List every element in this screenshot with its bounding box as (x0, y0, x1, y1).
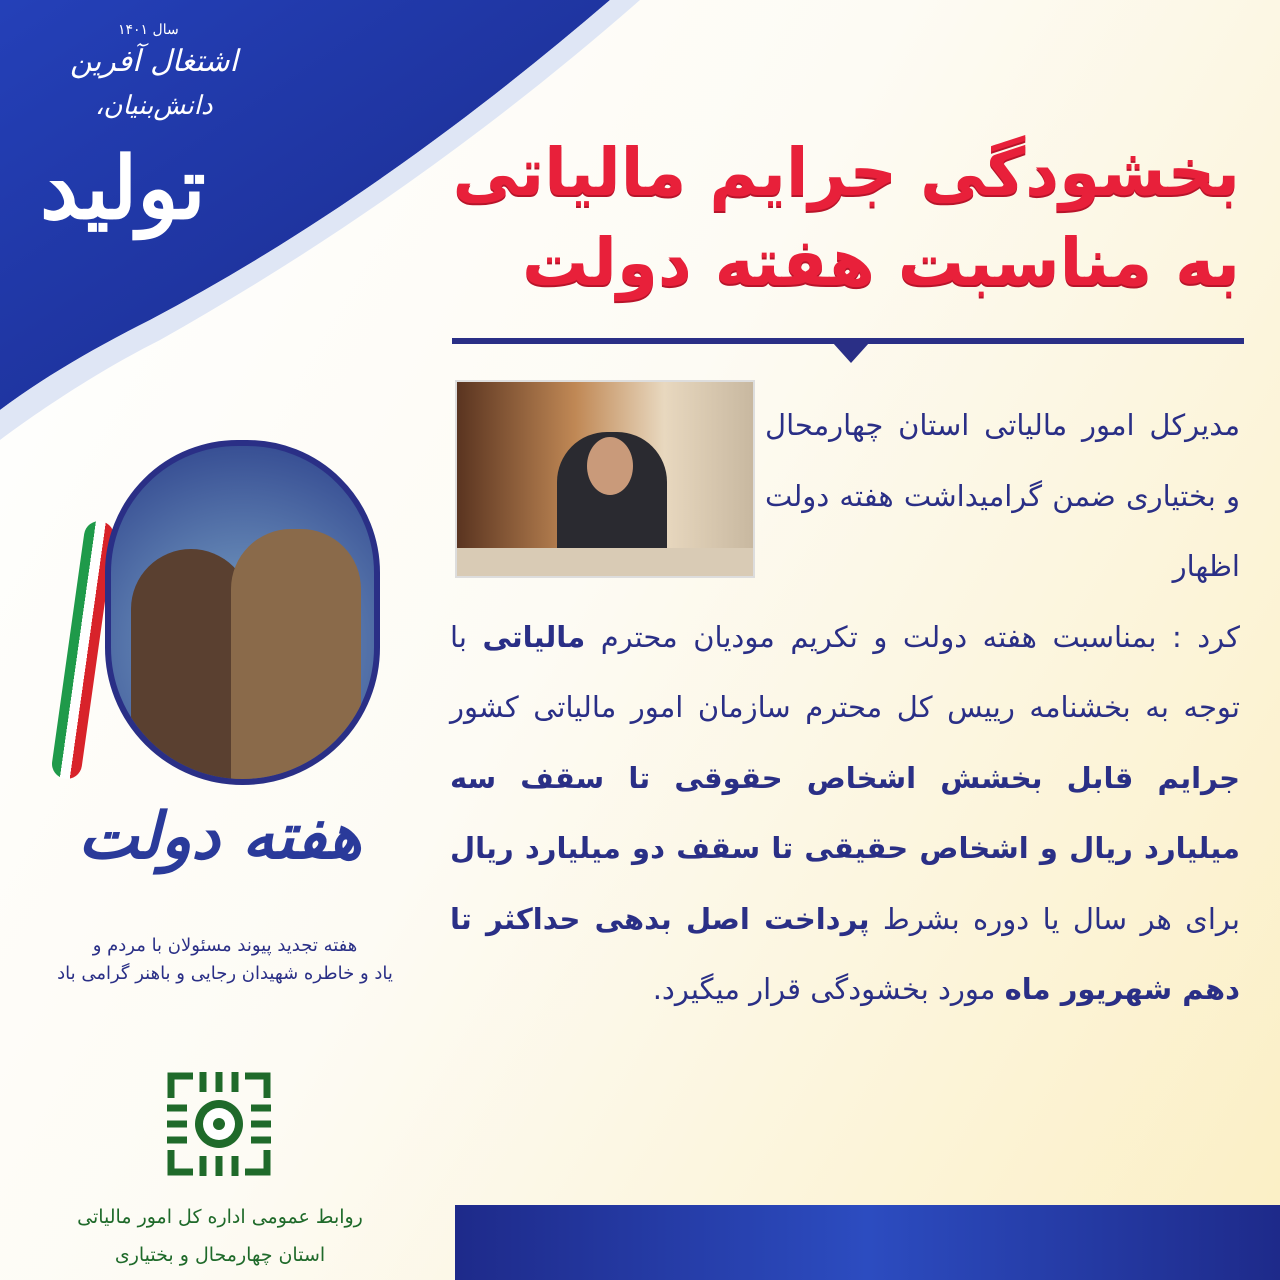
org-line1: روابط عمومی اداره کل امور مالیاتی (77, 1206, 363, 1228)
tax-organization-emblem-icon (163, 1068, 275, 1180)
headline-line1: بخشودگی جرایم مالیاتی (452, 134, 1240, 211)
body-bold: مالیاتی (482, 619, 586, 654)
slogan-line1: اشتغال آفرین (70, 44, 238, 79)
body-text: مدیرکل امور مالیاتی استان چهارمحال و بختیاری ضمن گرامیداشت هفته دولت اظهار (765, 408, 1240, 583)
government-week-logo: هفته دولت (78, 799, 362, 874)
portrait-person-right (231, 529, 361, 779)
caption (20, 932, 430, 988)
body-text: کرد : بمناسبت هفته دولت و تکریم مودیان محترم (600, 619, 1240, 654)
martyrs-portrait (105, 440, 380, 785)
body-text: مورد بخشودگی قرار میگیرد. (652, 972, 1005, 1006)
body-text: با توجه به بخشنامه رییس کل محترم سازمان امور مالیاتی کشور (450, 619, 1240, 724)
slogan-line2: دانش‌بنیان، (95, 91, 213, 121)
year-label: سال ۱۴۰۱ (118, 22, 179, 38)
caption-line2: یاد و خاطره شهیدان رجایی و باهنر گرامی باد (57, 963, 393, 984)
bottom-decorative-bar (455, 1205, 1280, 1280)
org-line2: استان چهارمحال و بختیاری (114, 1244, 326, 1266)
body-intro (765, 390, 1240, 602)
divider-notch (833, 343, 869, 363)
organization-name (40, 1198, 400, 1274)
body-text: برای هر سال یا دوره بشرط (869, 901, 1240, 936)
slogan-main: تولید (40, 138, 206, 239)
headline-line2: به مناسبت هفته دولت (522, 224, 1240, 301)
body-bold: پرداخت اصل بدهی حداکثر تا دهم شهریور ماه (450, 901, 1240, 1006)
caption-line1: هفته تجدید پیوند مسئولان با مردم و (92, 935, 358, 956)
article-body (450, 390, 1240, 1025)
body-bold: جرایم قابل بخشش اشخاص حقوقی تا سقف سه میلیارد ریال و اشخاص حقیقی تا سقف دو میلیارد ریال (450, 760, 1240, 865)
